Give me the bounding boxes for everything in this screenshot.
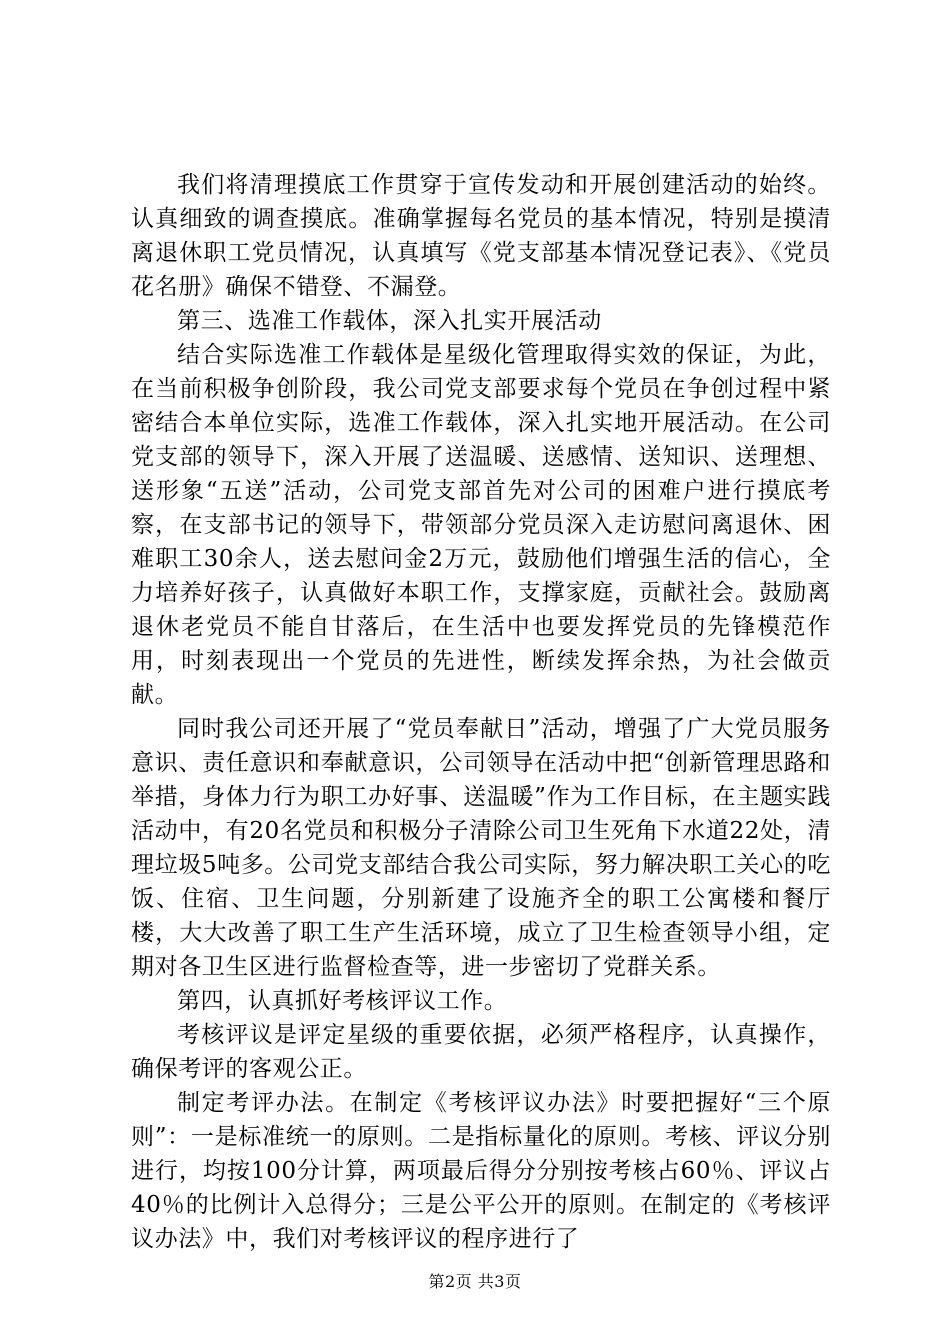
paragraph-survey: 我们将清理摸底工作贯穿于宣传发动和开展创建活动的始终。认真细致的调查摸底。准确掌握每名党员的基本情况，特别是摸清离退休职工党员情况，认真填写《党支部基本情况登记表》、《党员花名册》确保不错登、不漏登。 — [131, 172, 831, 300]
page-number-footer: 第2页 共3页 — [428, 1272, 522, 1291]
paragraph-assessment-method: 制定考评办法。在制定《考核评议办法》时要把握好“三个原则”：一是标准统一的原则。二是指标量化的原则。考核、评议分别进行，均按100分计算，两项最后得分分别按考核占60％、评议占40％的比例计入总得分；三是公平公开的原则。在制定的《考核评议办法》中，我们对考核评议的程序进行了 — [131, 1090, 831, 1252]
document-body — [131, 168, 831, 1256]
paragraph-dedication-day: 同时我公司还开展了“党员奉献日”活动，增强了广大党员服务意识、责任意识和奉献意识，公司领导在活动中把“创新管理思路和举措，身体力行为职工办好事、送温暖”作为工作目标，在主题实践活动中，有20名党员和积极分子清除公司卫生死角下水道22处，清理垃圾5吨多。公司党支部结合我公司实际，努力解决职工关心的吃饭、住宿、卫生问题，分别新建了设施齐全的职工公寓楼和餐厅楼，大大改善了职工生产生活环境，成立了卫生检查领导小组，定期对各卫生区进行监督检查等，进一步密切了党群关系。 — [131, 716, 831, 980]
heading-fourth-section: 第四，认真抓好考核评议工作。 — [177, 988, 508, 1014]
paragraph-work-carrier: 结合实际选准工作载体是星级化管理取得实效的保证，为此，在当前积极争创阶段，我公司党支部要求每个党员在争创过程中紧密结合本单位实际，选准工作载体，深入扎实地开展活动。在公司党支部的领导下，深入开展了送温暖、送感情、送知识、送理想、送形象“五送”活动，公司党支部首先对公司的困难户进行摸底考察，在支部书记的领导下，带领部分党员深入走访慰问离退休、困难职工30余人，送去慰问金2万元，鼓励他们增强生活的信心，全力培养好孩子，认真做好本职工作，支撑家庭，贡献社会。鼓励离退休老党员不能自甘落后，在生活中也要发挥党员的先锋模范作用，时刻表现出一个党员的先进性，断续发挥余热，为社会做贡献。 — [131, 342, 831, 708]
paragraph-assessment-basis: 考核评议是评定星级的重要依据，必须严格程序，认真操作，确保考评的客观公正。 — [131, 1022, 831, 1082]
heading-third-section: 第三、选准工作载体，深入扎实开展活动 — [177, 308, 602, 334]
